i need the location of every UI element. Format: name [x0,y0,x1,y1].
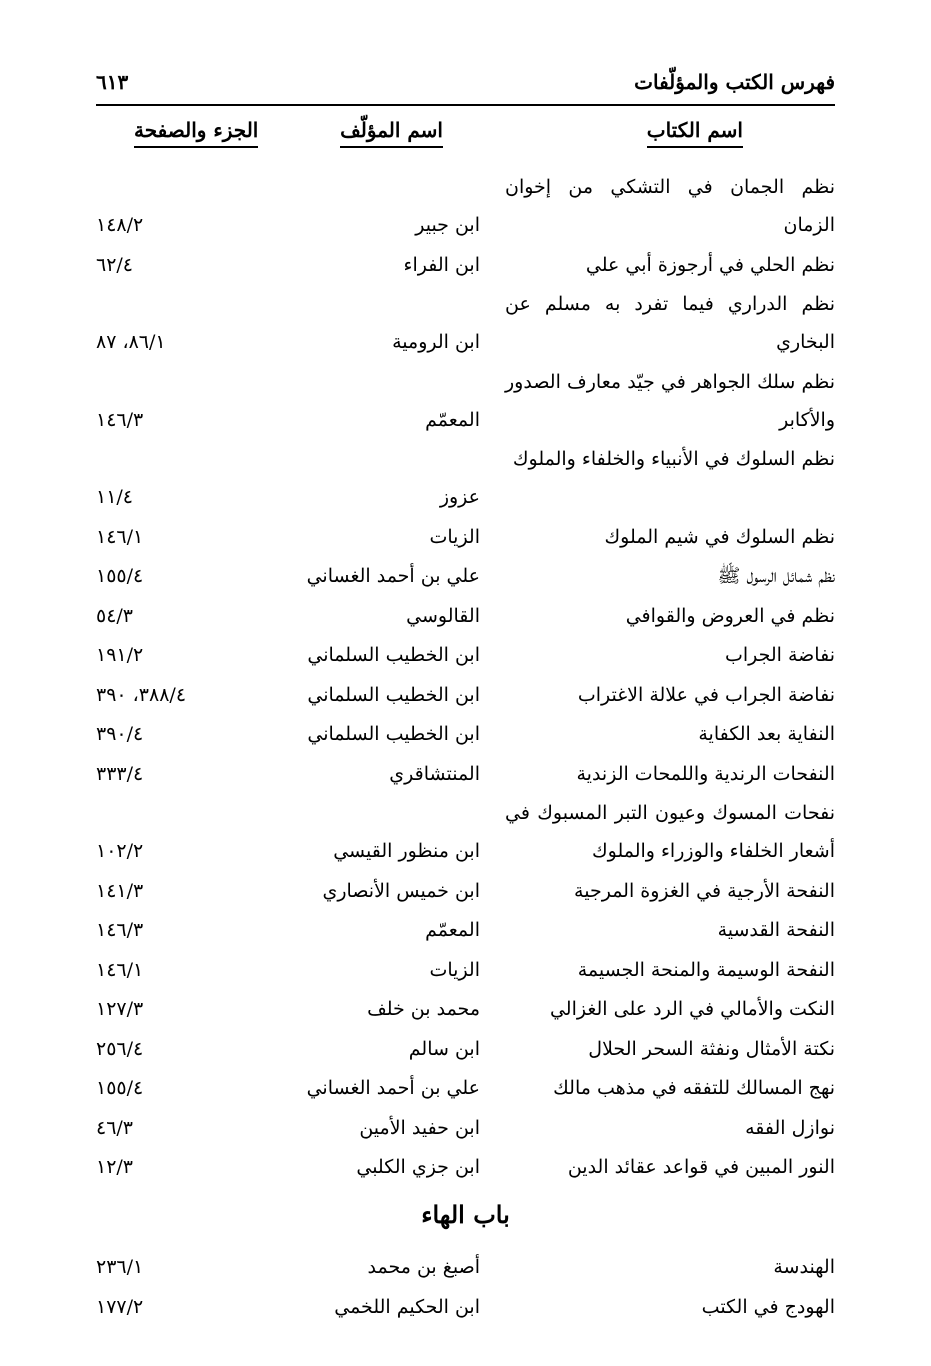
entry-volume-page: ٢٣٦/١ [96,1256,144,1278]
entry-volume-page: ٣٩٠/٤ [96,723,144,745]
entry-volume-page: ١٩١/٢ [96,644,144,666]
entry-author: ابن الرومية [392,331,480,353]
entry-book-title: الهودج في الكتب [701,1295,835,1318]
column-header-volume-page: الجزء والصفحة [134,118,258,148]
entry-book-title: نظم السلوك في الأنبياء والخلفاء والملوك [512,448,835,470]
entry-book-title: نظم الدراري فيما تفرد به مسلم عن البخاري [505,293,835,353]
entry-author: علي بن أحمد الغساني [306,1077,480,1099]
index-entry [96,676,835,714]
entry-author: الزيات [429,525,480,548]
entry-book-title: النور المبين في قواعد عقائد الدين [567,1156,835,1178]
header-rule [96,104,835,106]
entry-volume-page: ٦٢/٤ [96,253,134,276]
index-entry [96,1030,835,1068]
running-head [96,64,835,104]
index-entry [96,636,835,674]
entry-volume-page: ٨٦/١، ٨٧ [96,331,166,353]
index-entry [96,872,835,910]
entry-author: أصبغ بن محمد [367,1256,480,1278]
entry-book-title: نفاضة الجراب في علالة الاغتراب [577,683,835,706]
entry-volume-page: ١٤٦/٣ [96,408,144,431]
section-heading: باب الهاء [421,1200,510,1229]
index-entry [96,1109,835,1147]
entry-volume-page: ٢٥٦/٤ [96,1037,144,1060]
entry-author: القالوسي [406,604,480,627]
entry-book-title: نظم سلك الجواهر في جيّد معارف الصدور والأكابر [505,370,835,431]
entry-author: علي بن أحمد الغساني [306,565,480,587]
entry-volume-page: ١٤١/٣ [96,879,144,902]
index-entry [96,246,835,284]
index-entry [96,168,835,244]
entry-book-title: نفاضة الجراب [724,644,835,666]
entry-book-title: الهندسة [773,1256,835,1278]
entry-book-title: النفحات الرندية واللمحات الزندية [576,762,835,785]
index-entry [96,755,835,793]
entry-author: الزيات [429,958,480,981]
entry-author: ابن الخطيب السلماني [307,683,480,706]
entry-volume-page: ١٢٧/٣ [96,998,144,1020]
entry-author: ابن منظور القيسي [333,840,480,862]
index-entry [96,1069,835,1107]
index-entry [96,911,835,949]
index-entry [96,597,835,635]
entry-volume-page: ١٤٦/٣ [96,919,144,941]
index-entry [96,440,835,516]
entry-volume-page: ١٤٨/٢ [96,214,144,236]
entry-book-title: النكت والأمالي في الرد على الغزالي [549,998,835,1020]
entry-book-title: نظم في العروض والقوافي [625,604,835,627]
entry-author: ابن الفراء [403,253,480,276]
entry-book-title: النفحة القدسية [717,919,835,941]
entry-author: عزوز [439,486,480,508]
entry-author: ابن جبير [415,214,480,236]
index-entry [96,518,835,556]
entry-volume-page: ٤٦/٣ [96,1116,134,1139]
index-entry [96,1248,835,1286]
index-entry [96,285,835,361]
entry-volume-page: ١١/٤ [96,486,134,508]
entry-author: المعمّم [425,919,480,941]
entry-volume-page: ٣٣٣/٤ [96,762,144,785]
entry-author: ابن حفيد الأمين [359,1116,480,1139]
entry-book-title: النفحة الوسيمة والمنحة الجسيمة [577,958,835,981]
entry-book-title: نكتة الأمثال ونفثة السحر الحلال [588,1037,835,1060]
entry-author: ابن الحكيم اللخمي [334,1295,480,1318]
running-title: فهرس الكتب والمؤلّفات [634,70,835,94]
index-entry [96,990,835,1028]
index-entry [96,794,835,870]
index-entry [96,1148,835,1186]
column-header-book: اسم الكتاب [647,118,743,148]
column-header-author: اسم المؤلّف [340,118,443,148]
page-number: ٦١٣ [96,70,129,94]
entry-author: ابن سالم [408,1037,480,1060]
entry-volume-page: ١٥٥/٤ [96,565,144,587]
entry-volume-page: ١٤٦/١ [96,958,144,981]
entry-volume-page: ١٢/٣ [96,1156,134,1178]
entry-author: ابن جزي الكلبي [356,1156,480,1178]
entry-book-title: نظم الجمان في التشكي من إخوان الزمان [505,176,835,236]
entry-book-title: نوازل الفقه [745,1116,835,1139]
entry-author: ابن خميس الأنصاري [322,879,480,902]
entry-volume-page: ١٠٢/٢ [96,840,144,862]
entry-book-title: نظم الحلي في أرجوزة أبي علي [585,253,835,276]
entry-author: محمد بن خلف [367,998,480,1020]
column-headers [100,118,835,162]
entry-book-title: نظم السلوك في شيم الملوك [604,525,835,548]
index-entry [96,363,835,439]
entry-book-title: نظم شمائل الرسول ﷺ [717,565,835,587]
entry-author: المعمّم [425,408,480,431]
entry-author: المنتشاقري [389,762,480,785]
entry-book-title: نهج المسالك للتفقه في مذهب مالك [553,1077,835,1099]
index-entry [96,715,835,753]
entry-volume-page: ١٤٦/١ [96,525,144,548]
entry-volume-page: ٥٤/٣ [96,604,134,627]
index-entry [96,557,835,595]
entry-volume-page: ١٥٥/٤ [96,1077,144,1099]
index-entry [96,951,835,989]
entry-book-title: النفحة الأرجية في الغزوة المرجية [574,879,835,902]
index-entry [96,1288,835,1326]
entry-book-title: النفاية بعد الكفاية [698,723,835,745]
entry-volume-page: ١٧٧/٢ [96,1295,144,1318]
entry-volume-page: ٣٨٨/٤، ٣٩٠ [96,683,187,706]
entry-author: ابن الخطيب السلماني [307,723,480,745]
entry-book-title: نفحات المسوك وعيون التبر المسبوك في أشعار الخلفاء والوزراء والملوك [505,802,835,862]
entry-author: ابن الخطيب السلماني [307,644,480,666]
